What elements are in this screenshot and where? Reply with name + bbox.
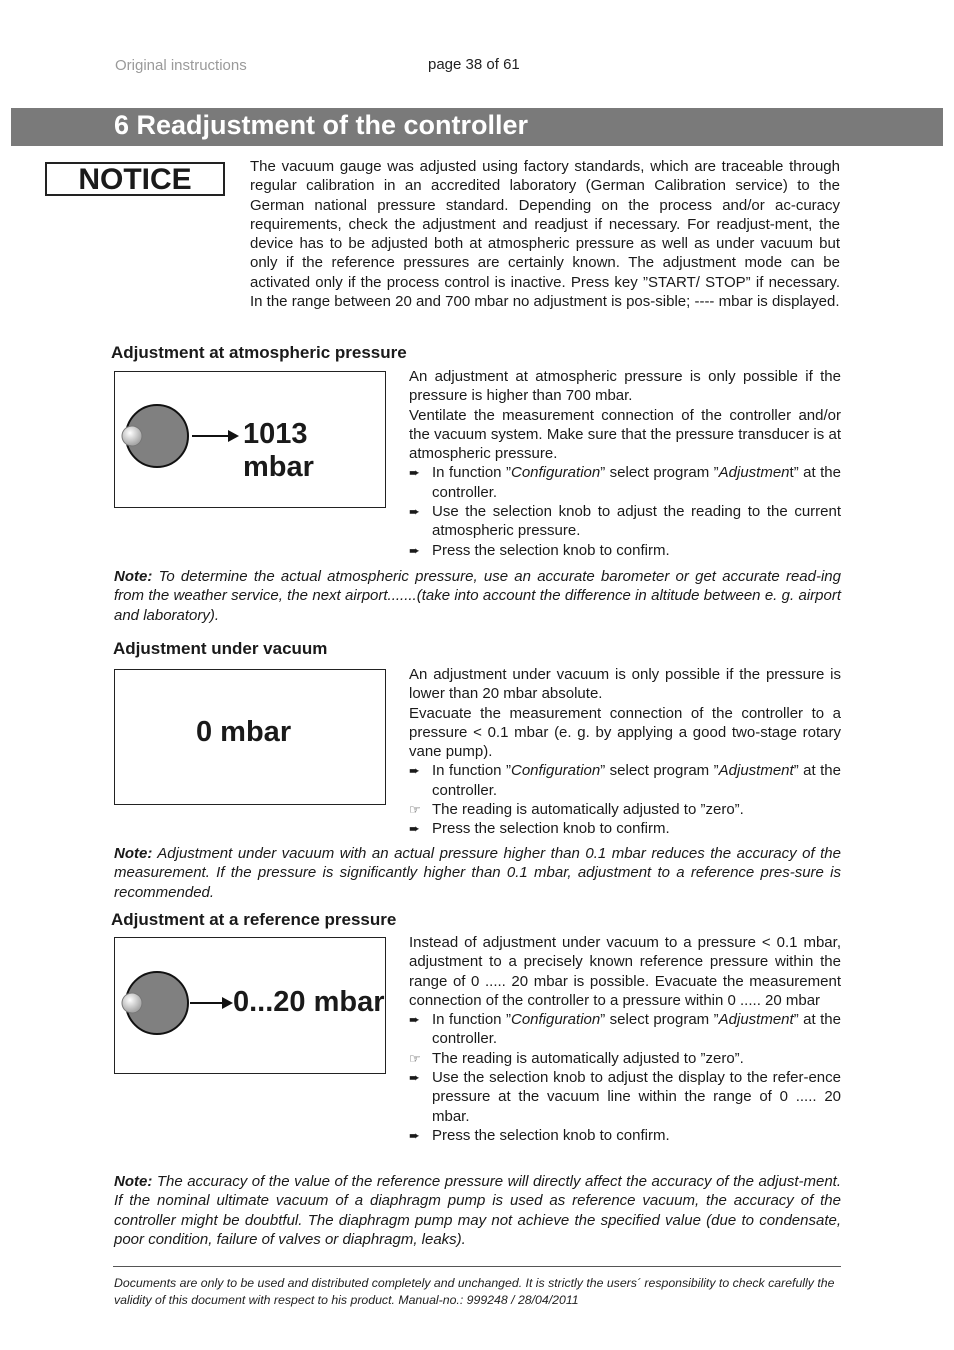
list-item: ➨ In function ”Configuration” select program ”Adjustment” at the controller.	[409, 762, 841, 799]
right-arrow-bullet-icon: ➨	[409, 821, 420, 837]
reference-description	[409, 933, 841, 1145]
arrow-icon	[228, 430, 239, 442]
atmospheric-steps	[409, 463, 841, 559]
section-heading-atmospheric: Adjustment at atmospheric pressure	[111, 343, 407, 362]
section-heading-vacuum: Adjustment under vacuum	[113, 639, 328, 658]
page-number: page 38 of 61	[428, 56, 520, 73]
footer-divider	[113, 1266, 841, 1267]
atmospheric-intro: An adjustment at atmospheric pressure is only possible if the pressure is higher than 700 mbar.	[409, 368, 841, 405]
vacuum-steps	[409, 761, 841, 838]
list-item: ➨ Press the selection knob to confirm.	[409, 820, 670, 838]
right-arrow-bullet-icon: ➨	[409, 542, 420, 558]
footer-disclaimer: Documents are only to be used and distributed completely and unchanged. It is strictly the users´ responsibility to check carefully the validity of this document with respect to his product. Manual-no.: 999248 / 28/04/2011	[114, 1276, 835, 1307]
display-value: 0 mbar	[196, 716, 292, 748]
reference-steps	[409, 1010, 841, 1145]
atmospheric-description	[409, 367, 841, 560]
notice-label: NOTICE	[45, 162, 225, 196]
display-illustration-atmospheric	[114, 371, 386, 508]
chapter-bar	[11, 108, 943, 146]
arrow-icon	[222, 997, 233, 1009]
list-item: ☞ The reading is automatically adjusted to ”zero”.	[409, 801, 744, 819]
section-heading-reference: Adjustment at a reference pressure	[111, 910, 397, 929]
header-left: Original instructions	[115, 57, 247, 74]
note-atmospheric: Note: To determine the actual atmospheric pressure, use an accurate barometer or get accurate read-ing from the weather service, the next airport.......(take into account the difference in altitude between e. g. airport and laboratory).	[114, 568, 841, 624]
list-item: ➨ In function ”Configuration” select program ”Adjustment” at the controller.	[409, 1011, 841, 1048]
list-item: ➨ Use the selection knob to adjust the reading to the current atmospheric pressure.	[409, 503, 841, 540]
note-reference: Note: The accuracy of the value of the reference pressure will directly affect the accuracy of the adjust-ment. If the nominal ultimate vacuum of a diaphragm pump is used as reference vacuum, the accuracy of the controller might be doubtful. The diaphragm pump may not achieve the specified value (due to condensate, poor condition, failure of valves or diaphragm, leaks).	[114, 1173, 841, 1248]
pointing-hand-bullet-icon: ☞	[409, 802, 421, 818]
list-item: ➨ Press the selection knob to confirm.	[409, 541, 670, 559]
notice-text: The vacuum gauge was adjusted using factory standards, which are traceable through regular calibration in an accredited laboratory (German Calibration service) to the German national pressure standard. Depending on the process and/or ac-curacy requirements, check the adjustment and readjust if necessary. For readjust-ment, the device has to be adjusted both at atmospheric pressure as well as under vacuum but only if the reference pressures are certainly known. The adjustment mode can be activated only if the process control is inactive. Press key ”START/ STOP” if necessary. In the range between 20 and 700 mbar no adjustment is pos-sible; ---- mbar is displayed.	[250, 158, 840, 311]
list-item: ➨ Press the selection knob to confirm.	[409, 1126, 670, 1144]
vacuum-intro-2: Evacuate the measurement connection of the controller to a pressure < 0.1 mbar (e. g. by applying a good two-stage rotary vane pump).	[409, 704, 841, 761]
pointing-hand-bullet-icon: ☞	[409, 1050, 421, 1066]
right-arrow-bullet-icon: ➨	[409, 1070, 420, 1086]
vacuum-intro: An adjustment under vacuum is only possible if the pressure is lower than 20 mbar absolute.	[409, 666, 841, 703]
right-arrow-bullet-icon: ➨	[409, 1127, 420, 1143]
list-item: ➨ Use the selection knob to adjust the display to the refer-ence pressure at the vacuum line within the range of 0 ..... 20 mbar.	[409, 1069, 841, 1125]
list-item: ☞ The reading is automatically adjusted to ”zero”.	[409, 1049, 744, 1067]
right-arrow-bullet-icon: ➨	[409, 504, 420, 520]
display-value: 0...20 mbar	[233, 986, 385, 1018]
atmospheric-intro-2: Ventilate the measurement connection of the controller and/or the vacuum system. Make sure that the pressure transducer is at atmospheric pressure.	[409, 406, 841, 463]
list-item: ➨ In function ”Configuration” select program ”Adjustment” at the controller.	[409, 464, 841, 501]
reference-intro: Instead of adjustment under vacuum to a pressure < 0.1 mbar, adjustment to a precisely known reference pressure within the range of 0 ..... 20 mbar is possible. Evacuate the measurement connection of the controller to a pressure within 0 ..... 20 mbar	[409, 934, 841, 1009]
vacuum-description	[409, 665, 841, 839]
display-illustration-vacuum	[114, 669, 386, 805]
right-arrow-bullet-icon: ➨	[409, 763, 420, 779]
note-vacuum: Note: Adjustment under vacuum with an actual pressure higher than 0.1 mbar reduces the accuracy of the measurement. If the pressure is significantly higher than 0.1 mbar, adjustment to a reference pres-sure is recommended.	[114, 845, 841, 901]
chapter-title: 6 Readjustment of the controller	[114, 110, 529, 140]
right-arrow-bullet-icon: ➨	[409, 1012, 420, 1028]
display-illustration-reference	[114, 937, 386, 1074]
display-value: 1013 mbar	[243, 418, 314, 483]
right-arrow-bullet-icon: ➨	[409, 465, 420, 481]
